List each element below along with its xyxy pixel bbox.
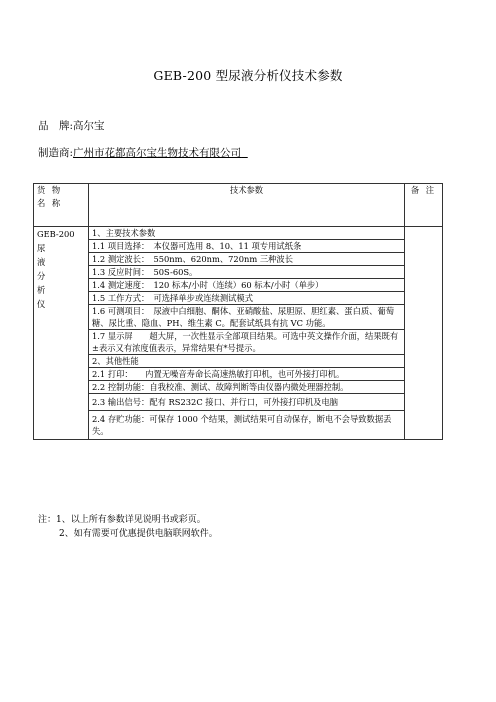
param-cell: 2.2 控制功能：自我校准、测试、故障判断等由仪器内微处理器控制。 bbox=[89, 381, 405, 394]
maker-line bbox=[38, 145, 248, 160]
table-row bbox=[34, 411, 443, 440]
maker-value: 广州市花都高尔宝生物技术有限公司 bbox=[73, 147, 242, 159]
param-cell: 1、主要技术参数 bbox=[89, 227, 405, 240]
brand-line bbox=[38, 118, 105, 133]
table-row bbox=[34, 394, 443, 411]
table-header-row bbox=[34, 184, 443, 227]
param-cell: 1.2 测定波长： 550nm、620nm、720nm 三种波长 bbox=[89, 253, 405, 266]
note-line: 注：1、以上所有参数详见说明书或彩页。 bbox=[38, 515, 206, 525]
table-row bbox=[34, 240, 443, 253]
brand-value: 高尔宝 bbox=[73, 120, 105, 132]
notes bbox=[38, 513, 218, 541]
note-line: 2、如有需要可优惠提供电脑联网软件。 bbox=[59, 529, 218, 539]
table-row bbox=[34, 279, 443, 292]
table-row bbox=[34, 266, 443, 279]
param-cell: 1.6 可测项目： 尿液中白细胞、酮体、亚硝酸盐、尿胆原、胆红素、蛋白质、葡萄糖、尿比重、隐血、PH、维生素 C。配套试纸具有抗 VC 功能。 bbox=[89, 305, 405, 330]
param-cell: 2.4 存贮功能：可保存 1000 个结果，测试结果可自动保存，断电不会导致数据丢失。 bbox=[89, 411, 405, 440]
param-cell: 2.1 打印： 内置无噪音寿命长高速热敏打印机，也可外接打印机。 bbox=[89, 368, 405, 381]
header-remark: 备 注 bbox=[405, 184, 443, 227]
param-cell: 1.1 项目选择： 本仪器可选用 8、10、11 项专用试纸条 bbox=[89, 240, 405, 253]
param-cell: 1.7 显示屏 超大屏，一次性显示全部项目结果。可选中英文操作介面，结果既有±表示又有浓度值表示，异常结果有*号提示。 bbox=[89, 330, 405, 355]
table-row bbox=[34, 292, 443, 305]
param-cell: 2、其他性能 bbox=[89, 355, 405, 368]
param-cell: 1.3 反应时间： 50S-60S。 bbox=[89, 266, 405, 279]
table-row bbox=[34, 227, 443, 240]
brand-label: 品 牌: bbox=[38, 120, 74, 132]
product-name-cell: GEB-200 尿 液 分 析 仪 bbox=[34, 227, 89, 440]
spec-table bbox=[33, 183, 443, 440]
header-tech-params: 技术参数 bbox=[89, 184, 405, 227]
table-row bbox=[34, 368, 443, 381]
table-row bbox=[34, 305, 443, 330]
header-goods-name: 货 物 名 称 bbox=[34, 184, 89, 227]
remark-cell bbox=[405, 227, 443, 440]
param-cell: 2.3 输出信号：配有 RS232C 接口、并行口，可外接打印机及电脑 bbox=[89, 394, 405, 411]
table-row bbox=[34, 330, 443, 355]
table-row bbox=[34, 355, 443, 368]
document-title: GEB-200 型尿液分析仪技术参数 bbox=[153, 68, 343, 83]
table-row bbox=[34, 253, 443, 266]
maker-label: 制造商: bbox=[38, 147, 74, 159]
param-cell: 1.5 工作方式： 可选择单步或连续测试模式 bbox=[89, 292, 405, 305]
param-cell: 1.4 测定速度： 120 标本/小时（连续）60 标本/小时（单步） bbox=[89, 279, 405, 292]
table-row bbox=[34, 381, 443, 394]
